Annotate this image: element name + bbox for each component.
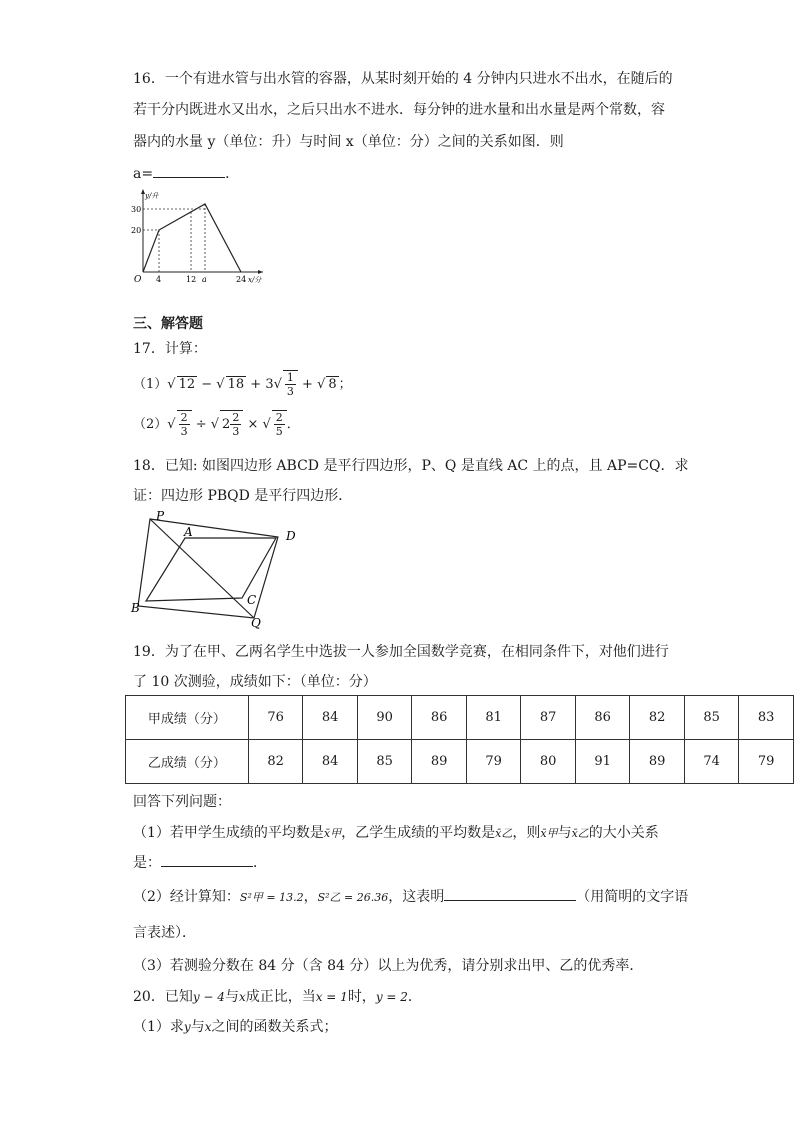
table-cell: 86: [575, 696, 630, 740]
table-cell: 87: [521, 696, 576, 740]
q17-part-2: （2）√ $\frac{2}{3}$ ÷ √ 2 $\frac{2}{3}$ × √ $\frac{2}{5}$ ．: [133, 411, 300, 438]
q19-part-2: （2）经计算知：S²甲 = 13.2，S²乙 = 26.36，这表明 （用简明的文字语: [133, 886, 688, 906]
table-cell: 84: [303, 740, 358, 784]
q18-parallelogram-figure: [128, 505, 308, 630]
table-cell: 76: [248, 696, 303, 740]
row-header-jia: 甲成绩（分）: [126, 696, 249, 740]
x-axis-arrow: [258, 270, 263, 274]
q17-part-1: （1）√ 12 − √ 18 + 3√ $\frac{1}{3}$ + √ 8 ；: [133, 371, 352, 398]
x-axis-label: x/分: [248, 276, 262, 284]
table-cell: 83: [739, 696, 794, 740]
y-axis-label: y/升: [145, 192, 159, 200]
q19-p2-blank[interactable]: [444, 886, 576, 901]
q18-line-1: 18．已知: 如图四边形 ABCD 是平行四边形，P、Q 是直线 AC 上的点，且 AP=CQ．求: [133, 458, 689, 474]
q16-line-3: 器内的水量 y（单位：升）与时间 x（单位：分）之间的关系如图．则: [133, 134, 564, 150]
table-cell: 90: [357, 696, 412, 740]
label-C: C: [247, 593, 257, 607]
label-P: P: [156, 509, 165, 523]
q19-part-3: （3）若测验分数在 84 分（含 84 分）以上为优秀，请分别求出甲、乙的优秀率．: [133, 958, 644, 974]
q20-line-1: 20．已知y − 4与x成正比，当x = 1时，y = 2．: [133, 989, 422, 1005]
table-cell: 84: [303, 696, 358, 740]
y-tick-30: 30: [131, 205, 142, 214]
origin-label: O: [134, 275, 142, 285]
table-cell: 85: [684, 696, 739, 740]
q19-part-1-answer: 是： ．: [133, 852, 267, 872]
q19-part-2-cont: 言表述）．: [133, 925, 196, 941]
q19-part-1: （1）若甲学生成绩的平均数是x̄甲，乙学生成绩的平均数是x̄乙，则x̄甲与x̄乙的大小关系: [133, 825, 659, 841]
table-row: [126, 696, 794, 740]
y-tick-20: 20: [131, 226, 142, 235]
section-title: 三、解答题: [133, 316, 203, 332]
q16-line-2: 若干分内既进水又出水，之后只出水不进水．每分钟的进水量和出水量是两个常数，容: [133, 102, 665, 118]
label-A: A: [184, 525, 193, 539]
water-level-line: [143, 204, 241, 272]
x-tick-12: 12: [186, 275, 197, 284]
table-cell: 89: [412, 740, 467, 784]
label-Q: Q: [251, 616, 261, 630]
label-B: B: [131, 601, 140, 615]
table-row: [126, 740, 794, 784]
q16-answer-suffix: ．: [225, 166, 240, 182]
q19-answer-intro: 回答下列问题：: [133, 794, 231, 810]
table-cell: 79: [466, 740, 521, 784]
row-header-yi: 乙成绩（分）: [126, 740, 249, 784]
quad-PBQD: [138, 519, 278, 618]
q16-water-graph: [128, 186, 268, 286]
table-cell: 74: [684, 740, 739, 784]
scores-table: [125, 695, 794, 784]
table-cell: 82: [248, 740, 303, 784]
x-tick-a: a: [202, 275, 207, 284]
table-cell: 85: [357, 740, 412, 784]
table-cell: 86: [412, 696, 467, 740]
table-cell: 82: [630, 696, 685, 740]
q17-title: 17．计算：: [133, 341, 207, 357]
q16-line-1: 16．一个有进水管与出水管的容器，从某时刻开始的 4 分钟内只进水不出水，在随后的: [133, 71, 673, 87]
table-cell: 81: [466, 696, 521, 740]
q19-line-1: 19．为了在甲、乙两名学生中选拔一人参加全国数学竞赛，在相同条件下，对他们进行: [133, 644, 669, 660]
q19-p1-blank[interactable]: [161, 852, 253, 867]
x-tick-24: 24: [236, 275, 247, 284]
table-cell: 89: [630, 740, 685, 784]
x-tick-4: 4: [156, 275, 162, 284]
table-cell: 80: [521, 740, 576, 784]
table-cell: 79: [739, 740, 794, 784]
q16-answer-prefix: a=: [133, 166, 154, 182]
table-cell: 91: [575, 740, 630, 784]
label-D: D: [286, 529, 296, 543]
quad-ABCD: [146, 538, 276, 601]
q20-part-1: （1）求y与x之间的函数关系式；: [133, 1019, 338, 1035]
q18-line-2: 证：四边形 PBQD 是平行四边形．: [133, 488, 353, 504]
q16-answer-blank[interactable]: [153, 163, 225, 178]
q16-answer: [133, 163, 239, 183]
q19-line-2: 了 10 次测验，成绩如下：（单位：分）: [133, 674, 377, 690]
